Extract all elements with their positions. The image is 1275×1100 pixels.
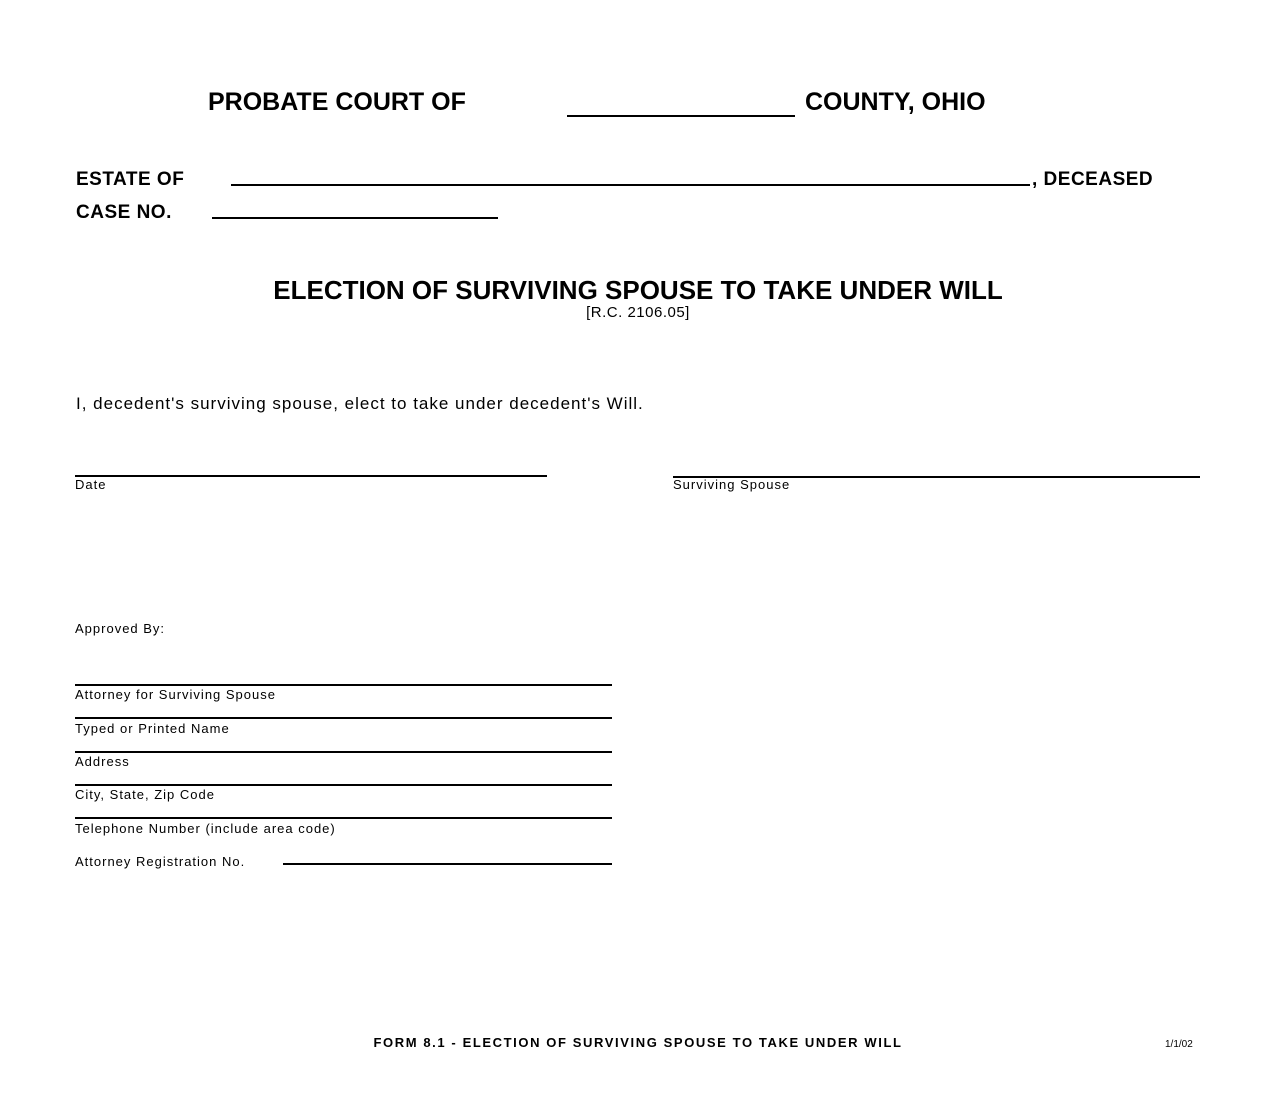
registration-label: Attorney Registration No. <box>75 854 246 869</box>
estate-name-field[interactable] <box>231 184 1030 186</box>
court-suffix: COUNTY, OHIO <box>805 88 986 116</box>
court-prefix: PROBATE COURT OF <box>208 88 466 116</box>
registration-number-field[interactable] <box>283 863 612 865</box>
case-number-field[interactable] <box>212 217 498 219</box>
printed-name-field[interactable] <box>75 717 612 719</box>
county-field[interactable] <box>567 115 795 117</box>
estate-label: ESTATE OF <box>76 169 185 190</box>
date-field[interactable] <box>75 475 547 477</box>
footer-revision-date: 1/1/02 <box>1165 1039 1193 1050</box>
printed-name-label: Typed or Printed Name <box>75 721 230 736</box>
date-label: Date <box>75 477 107 492</box>
case-label: CASE NO. <box>76 202 172 223</box>
telephone-field[interactable] <box>75 817 612 819</box>
form-title: ELECTION OF SURVIVING SPOUSE TO TAKE UNDER WILL <box>273 275 1003 305</box>
address-label: Address <box>75 754 130 769</box>
telephone-label: Telephone Number (include area code) <box>75 821 336 836</box>
address-field[interactable] <box>75 751 612 753</box>
statute-reference: [R.C. 2106.05] <box>586 304 690 321</box>
spouse-label: Surviving Spouse <box>673 477 791 492</box>
attorney-signature-field[interactable] <box>75 684 612 686</box>
approved-by-label: Approved By: <box>75 621 166 636</box>
deceased-label: , DECEASED <box>1032 169 1154 190</box>
attorney-label: Attorney for Surviving Spouse <box>75 687 276 702</box>
city-state-zip-field[interactable] <box>75 784 612 786</box>
election-statement: I, decedent's surviving spouse, elect to take under decedent's Will. <box>76 394 644 413</box>
footer-form-name: FORM 8.1 - ELECTION OF SURVIVING SPOUSE TO TAKE UNDER WILL <box>373 1035 903 1050</box>
city-state-zip-label: City, State, Zip Code <box>75 787 215 802</box>
